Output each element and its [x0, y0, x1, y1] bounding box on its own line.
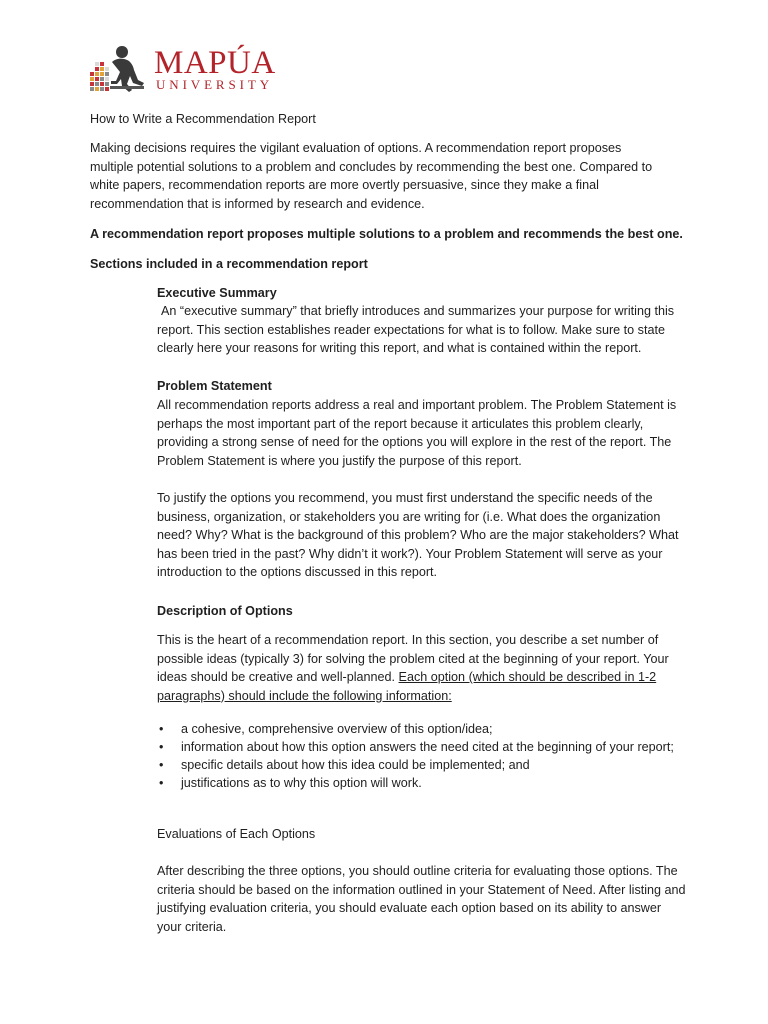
list-item-text: information about how this option answers the need cited at the beginning of your report;	[181, 740, 674, 754]
list-item-text: a cohesive, comprehensive overview of this option/idea;	[181, 722, 493, 736]
sections-heading: Sections included in a recommendation report	[90, 257, 368, 271]
options-text: This is the heart of a recommendation report. In this section, you describe a set number of possible ideas (typically 3) for solving the problem cited at the beginning of your report. Your ideas should be creative and well-planned.	[157, 633, 669, 685]
list-item	[157, 738, 677, 756]
list-item-text: specific details about how this idea could be implemented; and	[181, 758, 530, 772]
option-requirements-list	[157, 720, 677, 792]
mapua-emblem-icon	[88, 42, 150, 94]
list-item	[157, 720, 677, 738]
options-underlined-text: Each option (which should be described in 1-2 paragraphs) should include the following information:	[157, 670, 657, 703]
intro-paragraph: Making decisions requires the vigilant evaluation of options. A recommendation report proposes multiple potential solutions to a problem and concludes by recommending the best one. Compared to white papers, recommendation reports are more overtly persuasive, since they make a final recommendation that is informed by research and evidence.	[90, 141, 653, 211]
executive-summary-heading: Executive Summary	[157, 286, 277, 300]
list-item	[157, 774, 677, 792]
bullet-glyph: •	[159, 758, 164, 772]
justify-paragraph: To justify the options you recommend, you must first understand the specific needs of the business, organization, or stakeholders you are writing for (i.e. What does the organization need? Why? What is the background of this problem? Who are the major stakeholders? What has been tried in the past? Why didn’t it work?). Your Problem Statement will serve as your introduction to the options discussed in this report.	[157, 491, 679, 580]
executive-summary-text: An “executive summary” that briefly introduces and summarizes your purpose for writing this report. This section establishes reader expectations for what is to follow. Make sure to state clearly here your reasons for writing this report, and what is contained within the report.	[157, 304, 675, 356]
list-item	[157, 756, 677, 774]
university-logo	[88, 40, 288, 96]
options-heading: Description of Options	[157, 604, 293, 618]
evaluations-paragraph: After describing the three options, you should outline criteria for evaluating those options. The criteria should be based on the information outlined in your Statement of Need. After listing and justifying evaluation criteria, you should evaluate each option based on its ability to answer your criteria.	[157, 864, 686, 934]
bullet-glyph: •	[159, 776, 164, 790]
logo-wordmark: MAPÚA	[154, 45, 276, 81]
problem-statement-text: All recommendation reports address a real and important problem. The Problem Statement is perhaps the most important part of the report because it articulates this problem clearly, providing a strong sense of need for the options you will explore in the rest of the report. The Problem Statement is where you justify the purpose of this report.	[157, 398, 677, 468]
document-title: How to Write a Recommendation Report	[90, 112, 316, 126]
list-item-text: justifications as to why this option will work.	[181, 776, 422, 790]
summary-statement: A recommendation report proposes multiple solutions to a problem and recommends the best one.	[90, 227, 683, 241]
bullet-glyph: •	[159, 740, 164, 754]
logo-subtitle: UNIVERSITY	[156, 77, 273, 92]
evaluations-heading: Evaluations of Each Options	[157, 827, 316, 841]
options-paragraph	[157, 631, 687, 705]
bullet-glyph: •	[159, 722, 164, 736]
problem-statement-heading: Problem Statement	[157, 379, 272, 393]
